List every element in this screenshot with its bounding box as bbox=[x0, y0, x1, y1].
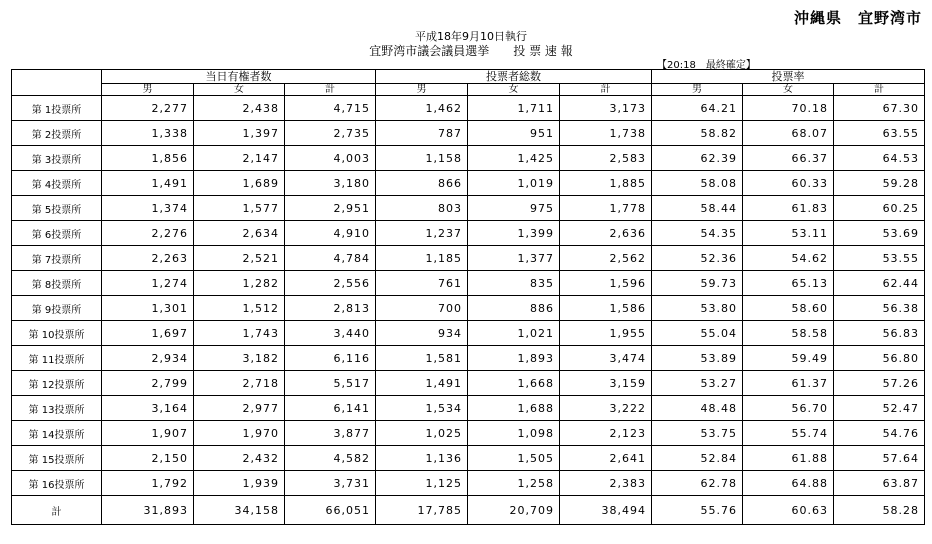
table-cell: 1,185 bbox=[376, 246, 468, 271]
polling-station-name: 第 12投票所 bbox=[12, 371, 102, 396]
table-cell: 1,399 bbox=[468, 221, 560, 246]
table-cell: 34,158 bbox=[194, 496, 285, 525]
prefecture-city-label: 沖縄県 宜野湾市 bbox=[793, 9, 922, 27]
table-cell: 64.88 bbox=[743, 471, 834, 496]
table-cell: 1,792 bbox=[102, 471, 194, 496]
table-cell: 1,856 bbox=[102, 146, 194, 171]
table-cell: 67.30 bbox=[834, 96, 925, 121]
table-cell: 2,432 bbox=[194, 446, 285, 471]
sub-header: 男 bbox=[376, 84, 468, 96]
table-cell: 1,019 bbox=[468, 171, 560, 196]
polling-station-name: 第 10投票所 bbox=[12, 321, 102, 346]
sub-header: 女 bbox=[743, 84, 834, 96]
report-title: 宜野湾市議会議員選挙 投 票 速 報 bbox=[369, 44, 573, 58]
table-cell: 934 bbox=[376, 321, 468, 346]
table-cell: 53.75 bbox=[652, 421, 743, 446]
election-date: 平成18年9月10日執行 bbox=[415, 30, 527, 43]
table-row bbox=[12, 121, 925, 146]
table-row bbox=[12, 321, 925, 346]
table-cell: 2,521 bbox=[194, 246, 285, 271]
table-cell: 59.49 bbox=[743, 346, 834, 371]
table-cell: 803 bbox=[376, 196, 468, 221]
table-cell: 62.44 bbox=[834, 271, 925, 296]
table-cell: 54.76 bbox=[834, 421, 925, 446]
table-cell: 1,377 bbox=[468, 246, 560, 271]
table-cell: 56.80 bbox=[834, 346, 925, 371]
table-cell: 2,276 bbox=[102, 221, 194, 246]
table-cell: 1,955 bbox=[560, 321, 652, 346]
table-cell: 64.53 bbox=[834, 146, 925, 171]
table-cell: 60.33 bbox=[743, 171, 834, 196]
table-cell: 1,025 bbox=[376, 421, 468, 446]
table-cell: 55.76 bbox=[652, 496, 743, 525]
table-cell: 2,383 bbox=[560, 471, 652, 496]
table-cell: 1,885 bbox=[560, 171, 652, 196]
polling-station-name: 第 4投票所 bbox=[12, 171, 102, 196]
table-cell: 835 bbox=[468, 271, 560, 296]
table-cell: 38,494 bbox=[560, 496, 652, 525]
table-cell: 53.11 bbox=[743, 221, 834, 246]
table-cell: 787 bbox=[376, 121, 468, 146]
table-cell: 58.08 bbox=[652, 171, 743, 196]
table-cell: 1,970 bbox=[194, 421, 285, 446]
table-cell: 1,125 bbox=[376, 471, 468, 496]
table-cell: 64.21 bbox=[652, 96, 743, 121]
table-cell: 866 bbox=[376, 171, 468, 196]
table-cell: 761 bbox=[376, 271, 468, 296]
table-cell: 3,877 bbox=[285, 421, 376, 446]
table-cell: 3,180 bbox=[285, 171, 376, 196]
table-cell: 56.38 bbox=[834, 296, 925, 321]
table-cell: 951 bbox=[468, 121, 560, 146]
table-cell: 1,098 bbox=[468, 421, 560, 446]
table-cell: 55.74 bbox=[743, 421, 834, 446]
table-cell: 1,688 bbox=[468, 396, 560, 421]
sub-header: 計 bbox=[834, 84, 925, 96]
table-cell: 975 bbox=[468, 196, 560, 221]
table-cell: 1,778 bbox=[560, 196, 652, 221]
results-table bbox=[11, 69, 925, 525]
table-row bbox=[12, 196, 925, 221]
table-cell: 2,799 bbox=[102, 371, 194, 396]
table-cell: 2,556 bbox=[285, 271, 376, 296]
sub-header-row bbox=[12, 84, 925, 96]
table-row bbox=[12, 446, 925, 471]
table-cell: 3,159 bbox=[560, 371, 652, 396]
table-cell: 3,182 bbox=[194, 346, 285, 371]
table-cell: 2,641 bbox=[560, 446, 652, 471]
table-cell: 6,141 bbox=[285, 396, 376, 421]
table-cell: 2,277 bbox=[102, 96, 194, 121]
table-cell: 53.69 bbox=[834, 221, 925, 246]
table-cell: 58.60 bbox=[743, 296, 834, 321]
sub-header: 男 bbox=[652, 84, 743, 96]
polling-station-name: 計 bbox=[12, 496, 102, 525]
table-cell: 63.55 bbox=[834, 121, 925, 146]
table-cell: 60.25 bbox=[834, 196, 925, 221]
table-cell: 4,582 bbox=[285, 446, 376, 471]
polling-station-name: 第 14投票所 bbox=[12, 421, 102, 446]
table-cell: 58.44 bbox=[652, 196, 743, 221]
group-header-row bbox=[12, 70, 925, 84]
table-cell: 1,939 bbox=[194, 471, 285, 496]
polling-station-name: 第 2投票所 bbox=[12, 121, 102, 146]
table-cell: 63.87 bbox=[834, 471, 925, 496]
table-row bbox=[12, 421, 925, 446]
table-cell: 1,907 bbox=[102, 421, 194, 446]
table-cell: 53.89 bbox=[652, 346, 743, 371]
table-cell: 1,274 bbox=[102, 271, 194, 296]
table-cell: 2,438 bbox=[194, 96, 285, 121]
polling-station-name: 第 16投票所 bbox=[12, 471, 102, 496]
table-cell: 1,668 bbox=[468, 371, 560, 396]
table-cell: 1,743 bbox=[194, 321, 285, 346]
table-cell: 1,596 bbox=[560, 271, 652, 296]
sub-header: 計 bbox=[560, 84, 652, 96]
table-cell: 1,512 bbox=[194, 296, 285, 321]
table-cell: 61.88 bbox=[743, 446, 834, 471]
polling-station-name: 第 11投票所 bbox=[12, 346, 102, 371]
table-cell: 2,813 bbox=[285, 296, 376, 321]
table-cell: 1,581 bbox=[376, 346, 468, 371]
table-row bbox=[12, 346, 925, 371]
table-cell: 31,893 bbox=[102, 496, 194, 525]
table-cell: 1,158 bbox=[376, 146, 468, 171]
table-cell: 1,301 bbox=[102, 296, 194, 321]
sub-header: 女 bbox=[194, 84, 285, 96]
table-cell: 1,397 bbox=[194, 121, 285, 146]
table-row bbox=[12, 271, 925, 296]
table-cell: 1,491 bbox=[102, 171, 194, 196]
table-cell: 3,164 bbox=[102, 396, 194, 421]
total-row bbox=[12, 496, 925, 525]
group-header: 投票者総数 bbox=[376, 70, 652, 84]
table-row bbox=[12, 471, 925, 496]
table-cell: 58.82 bbox=[652, 121, 743, 146]
table-cell: 1,491 bbox=[376, 371, 468, 396]
table-cell: 1,689 bbox=[194, 171, 285, 196]
table-cell: 2,562 bbox=[560, 246, 652, 271]
table-cell: 53.27 bbox=[652, 371, 743, 396]
table-cell: 55.04 bbox=[652, 321, 743, 346]
table-cell: 2,636 bbox=[560, 221, 652, 246]
sub-header: 女 bbox=[468, 84, 560, 96]
sub-header: 男 bbox=[102, 84, 194, 96]
table-cell: 1,258 bbox=[468, 471, 560, 496]
table-cell: 52.47 bbox=[834, 396, 925, 421]
table-cell: 2,718 bbox=[194, 371, 285, 396]
polling-station-name: 第 5投票所 bbox=[12, 196, 102, 221]
table-cell: 700 bbox=[376, 296, 468, 321]
table-cell: 62.39 bbox=[652, 146, 743, 171]
table-cell: 70.18 bbox=[743, 96, 834, 121]
table-cell: 2,263 bbox=[102, 246, 194, 271]
table-cell: 1,282 bbox=[194, 271, 285, 296]
table-cell: 1,505 bbox=[468, 446, 560, 471]
polling-station-name: 第 1投票所 bbox=[12, 96, 102, 121]
table-cell: 57.26 bbox=[834, 371, 925, 396]
table-cell: 1,338 bbox=[102, 121, 194, 146]
polling-station-name: 第 3投票所 bbox=[12, 146, 102, 171]
table-cell: 54.35 bbox=[652, 221, 743, 246]
table-cell: 52.36 bbox=[652, 246, 743, 271]
table-cell: 57.64 bbox=[834, 446, 925, 471]
table-cell: 4,784 bbox=[285, 246, 376, 271]
table-cell: 1,136 bbox=[376, 446, 468, 471]
table-cell: 2,150 bbox=[102, 446, 194, 471]
table-cell: 2,123 bbox=[560, 421, 652, 446]
table-cell: 3,173 bbox=[560, 96, 652, 121]
table-cell: 56.70 bbox=[743, 396, 834, 421]
table-cell: 62.78 bbox=[652, 471, 743, 496]
table-cell: 1,462 bbox=[376, 96, 468, 121]
table-row bbox=[12, 221, 925, 246]
table-cell: 56.83 bbox=[834, 321, 925, 346]
table-row bbox=[12, 296, 925, 321]
polling-station-name: 第 9投票所 bbox=[12, 296, 102, 321]
polling-station-name: 第 7投票所 bbox=[12, 246, 102, 271]
table-cell: 3,731 bbox=[285, 471, 376, 496]
table-cell: 1,577 bbox=[194, 196, 285, 221]
table-cell: 1,425 bbox=[468, 146, 560, 171]
table-cell: 1,534 bbox=[376, 396, 468, 421]
table-cell: 1,697 bbox=[102, 321, 194, 346]
table-cell: 20,709 bbox=[468, 496, 560, 525]
table-cell: 2,934 bbox=[102, 346, 194, 371]
table-cell: 6,116 bbox=[285, 346, 376, 371]
table-cell: 2,583 bbox=[560, 146, 652, 171]
table-cell: 53.80 bbox=[652, 296, 743, 321]
table-row bbox=[12, 96, 925, 121]
table-cell: 58.58 bbox=[743, 321, 834, 346]
table-cell: 61.83 bbox=[743, 196, 834, 221]
polling-station-name: 第 8投票所 bbox=[12, 271, 102, 296]
table-cell: 4,003 bbox=[285, 146, 376, 171]
table-row bbox=[12, 146, 925, 171]
table-row bbox=[12, 396, 925, 421]
table-cell: 60.63 bbox=[743, 496, 834, 525]
table-row bbox=[12, 371, 925, 396]
table-body bbox=[12, 96, 925, 525]
polling-station-name: 第 15投票所 bbox=[12, 446, 102, 471]
table-cell: 54.62 bbox=[743, 246, 834, 271]
table-cell: 66.37 bbox=[743, 146, 834, 171]
table-cell: 2,147 bbox=[194, 146, 285, 171]
table-cell: 3,474 bbox=[560, 346, 652, 371]
table-cell: 52.84 bbox=[652, 446, 743, 471]
table-cell: 1,738 bbox=[560, 121, 652, 146]
table-cell: 58.28 bbox=[834, 496, 925, 525]
table-cell: 4,715 bbox=[285, 96, 376, 121]
final-confirmed-time: 【20:18 最終確定】 bbox=[657, 60, 756, 71]
table-cell: 1,893 bbox=[468, 346, 560, 371]
sub-header: 計 bbox=[285, 84, 376, 96]
table-cell: 68.07 bbox=[743, 121, 834, 146]
table-cell: 1,711 bbox=[468, 96, 560, 121]
group-header: 当日有権者数 bbox=[102, 70, 376, 84]
table-cell: 2,951 bbox=[285, 196, 376, 221]
table-cell: 1,586 bbox=[560, 296, 652, 321]
table-cell: 2,735 bbox=[285, 121, 376, 146]
table-cell: 5,517 bbox=[285, 371, 376, 396]
table-cell: 65.13 bbox=[743, 271, 834, 296]
table-cell: 66,051 bbox=[285, 496, 376, 525]
table-cell: 17,785 bbox=[376, 496, 468, 525]
table-cell: 1,237 bbox=[376, 221, 468, 246]
table-cell: 53.55 bbox=[834, 246, 925, 271]
table-cell: 2,977 bbox=[194, 396, 285, 421]
table-cell: 48.48 bbox=[652, 396, 743, 421]
table-cell: 2,634 bbox=[194, 221, 285, 246]
table-row bbox=[12, 171, 925, 196]
table-cell: 59.28 bbox=[834, 171, 925, 196]
table-cell: 61.37 bbox=[743, 371, 834, 396]
table-cell: 1,374 bbox=[102, 196, 194, 221]
table-cell: 4,910 bbox=[285, 221, 376, 246]
corner-cell bbox=[12, 70, 102, 96]
polling-station-name: 第 6投票所 bbox=[12, 221, 102, 246]
group-header: 投票率 bbox=[652, 70, 925, 84]
table-cell: 3,222 bbox=[560, 396, 652, 421]
table-cell: 59.73 bbox=[652, 271, 743, 296]
table-cell: 3,440 bbox=[285, 321, 376, 346]
table-row bbox=[12, 246, 925, 271]
table-cell: 886 bbox=[468, 296, 560, 321]
table-cell: 1,021 bbox=[468, 321, 560, 346]
polling-station-name: 第 13投票所 bbox=[12, 396, 102, 421]
